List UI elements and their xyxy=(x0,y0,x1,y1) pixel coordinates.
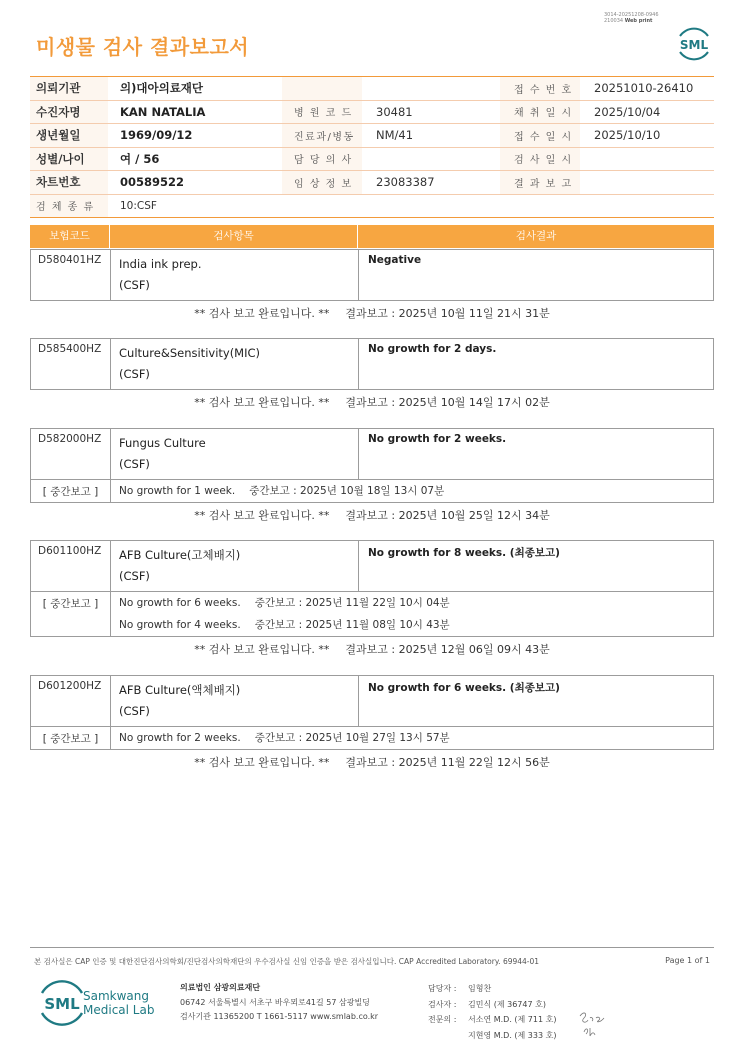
footer-brand: Samkwang Medical Lab xyxy=(83,989,155,1017)
info-label: 차트번호 xyxy=(30,171,108,194)
test-result: Negative xyxy=(368,254,422,266)
staff-row: 전문의 : 서소연 M.D. (제 711 호) xyxy=(428,1015,557,1024)
info-label: 생년월일 xyxy=(30,124,108,147)
info-label: 접 수 번 호 xyxy=(500,77,580,100)
interim-label: [ 중간보고 ] xyxy=(31,592,111,636)
result-main-row xyxy=(31,429,713,479)
result-main-row xyxy=(31,541,713,591)
info-row xyxy=(30,124,714,148)
insurance-code: D601100HZ xyxy=(31,541,111,591)
interim-label: [ 중간보고 ] xyxy=(31,727,111,749)
test-name: Culture&Sensitivity(MIC) xyxy=(119,346,261,360)
test-name: India ink prep. xyxy=(119,257,202,271)
result-main-row xyxy=(31,339,713,389)
report-complete-line: ** 검사 보고 완료입니다. ** 결과보고 : 2025년 10월 25일 12시 34분 xyxy=(194,509,550,522)
info-value: KAN NATALIA xyxy=(120,104,206,119)
info-value: 20251010-26410 xyxy=(594,81,694,96)
svg-text:SML: SML xyxy=(44,995,80,1013)
insurance-code: D582000HZ xyxy=(31,429,111,479)
header-result: 검사결과 xyxy=(515,230,557,242)
info-row-specimen xyxy=(30,195,714,219)
info-label: 채 취 일 시 xyxy=(500,101,580,124)
insurance-code: D585400HZ xyxy=(31,339,111,389)
signature-icon xyxy=(576,1006,610,1040)
test-item xyxy=(111,339,359,389)
info-row xyxy=(30,171,714,195)
interim-row xyxy=(31,479,713,502)
info-label: 병 원 코 드 xyxy=(282,101,362,124)
page-title: 미생물 검사 결과보고서 xyxy=(36,35,250,59)
test-item xyxy=(111,250,359,300)
info-label: 검 사 일 시 xyxy=(500,148,580,171)
specimen-label: 검 체 종 류 xyxy=(30,195,108,218)
svg-text:SML: SML xyxy=(679,38,709,52)
report-complete-line: ** 검사 보고 완료입니다. ** 결과보고 : 2025년 11월 22일 12시 56분 xyxy=(194,756,550,769)
sml-logo-icon xyxy=(674,26,714,62)
info-label: 담 당 의 사 xyxy=(282,148,362,171)
test-item xyxy=(111,676,359,726)
test-specimen: (CSF) xyxy=(119,457,150,471)
report-complete-line: ** 검사 보고 완료입니다. ** 결과보고 : 2025년 12월 06일 09시 43분 xyxy=(194,643,550,656)
info-value: 의)대아의료재단 xyxy=(120,81,204,96)
info-label: 결 과 보 고 xyxy=(500,171,580,194)
report-complete-line: ** 검사 보고 완료입니다. ** 결과보고 : 2025년 10월 11일 21시 31분 xyxy=(194,307,550,320)
corp-address: 06742 서울특별시 서초구 바우뫼로41길 57 삼광빌딩 xyxy=(180,997,370,1007)
print-id-line2: 210034 Web print xyxy=(604,18,653,24)
corp-name: 의료법인 삼광의료재단 xyxy=(180,983,261,992)
specimen-value: 10:CSF xyxy=(120,199,157,212)
test-specimen: (CSF) xyxy=(119,278,150,292)
info-value: 30481 xyxy=(376,104,413,119)
interim-line: No growth for 6 weeks. 중간보고 : 2025년 11월 22일 10시 04분 xyxy=(119,597,450,609)
report-complete-line: ** 검사 보고 완료입니다. ** 결과보고 : 2025년 10월 14일 17시 02분 xyxy=(194,396,550,409)
footer-staff xyxy=(428,981,556,1043)
corp-contact: 검사기관 11365200 T 1661-5117 www.smlab.co.kr xyxy=(180,1012,379,1021)
test-name: AFB Culture(액체배지) xyxy=(119,683,241,697)
test-name: AFB Culture(고체배지) xyxy=(119,548,241,562)
interim-line: No growth for 1 week. 중간보고 : 2025년 10월 18일 13시 07분 xyxy=(119,485,445,497)
info-row xyxy=(30,101,714,125)
test-result: No growth for 2 weeks. xyxy=(368,433,507,445)
print-id-line1: 3014-20251208-0946 xyxy=(604,12,659,18)
info-label: 접 수 일 시 xyxy=(500,124,580,147)
info-row xyxy=(30,77,714,101)
result-main-row xyxy=(31,676,713,726)
interim-line: No growth for 4 weeks. 중간보고 : 2025년 11월 08일 10시 43분 xyxy=(119,619,450,631)
staff-row: 담당자 : 임형찬 xyxy=(428,984,492,993)
interim-row xyxy=(31,591,713,636)
interim-line: No growth for 2 weeks. 중간보고 : 2025년 10월 27일 13시 57분 xyxy=(119,732,450,744)
footer-divider xyxy=(30,947,714,948)
test-item xyxy=(111,541,359,591)
test-item xyxy=(111,429,359,479)
result-block xyxy=(30,675,714,750)
result-main-row xyxy=(31,250,713,300)
result-block xyxy=(30,540,714,637)
info-label: 진료과/병동 xyxy=(282,124,362,147)
result-block xyxy=(30,338,714,390)
staff-row: 지현영 M.D. (제 333 호) xyxy=(468,1030,557,1040)
info-value: 2025/10/10 xyxy=(594,128,661,143)
test-result: No growth for 8 weeks. (최종보고) xyxy=(368,547,560,559)
test-specimen: (CSF) xyxy=(119,569,150,583)
info-label xyxy=(282,77,362,100)
info-value: 00589522 xyxy=(120,175,185,190)
info-label: 수진자명 xyxy=(30,101,108,124)
info-label: 임 상 정 보 xyxy=(282,171,362,194)
info-label: 의뢰기관 xyxy=(30,77,108,100)
info-label: 성별/나이 xyxy=(30,148,108,171)
info-value: 2025/10/04 xyxy=(594,104,661,119)
header-code: 보험코드 xyxy=(30,225,110,248)
info-value: 23083387 xyxy=(376,175,435,190)
test-specimen: (CSF) xyxy=(119,367,150,381)
sml-logo-icon xyxy=(36,980,88,1026)
info-value: NM/41 xyxy=(376,128,414,143)
staff-row: 검사자 : 김민식 (제 36747 호) xyxy=(428,999,546,1009)
test-result: No growth for 2 days. xyxy=(368,343,497,355)
info-row xyxy=(30,148,714,172)
test-specimen: (CSF) xyxy=(119,704,150,718)
result-block xyxy=(30,249,714,301)
info-value: 여 / 56 xyxy=(120,151,160,166)
interim-label: [ 중간보고 ] xyxy=(31,480,111,502)
patient-info-table xyxy=(30,76,714,218)
results-header xyxy=(30,225,714,248)
insurance-code: D580401HZ xyxy=(31,250,111,300)
footer-note: 본 검사실은 CAP 인증 및 대한진단검사의학회/진단검사의학재단의 우수검사실 신임 인증을 받은 검사실입니다. CAP Accredited Laboratory. 69944-01 xyxy=(34,957,540,966)
test-result: No growth for 6 weeks. (최종보고) xyxy=(368,682,560,694)
result-block xyxy=(30,428,714,503)
interim-row xyxy=(31,726,713,749)
header-item: 검사항목 xyxy=(110,225,358,248)
print-id xyxy=(604,12,659,24)
page-number: Page 1 of 1 xyxy=(665,956,710,965)
test-name: Fungus Culture xyxy=(119,436,206,450)
insurance-code: D601200HZ xyxy=(31,676,111,726)
info-value: 1969/09/12 xyxy=(120,128,193,143)
footer-corp-info xyxy=(180,981,378,1025)
